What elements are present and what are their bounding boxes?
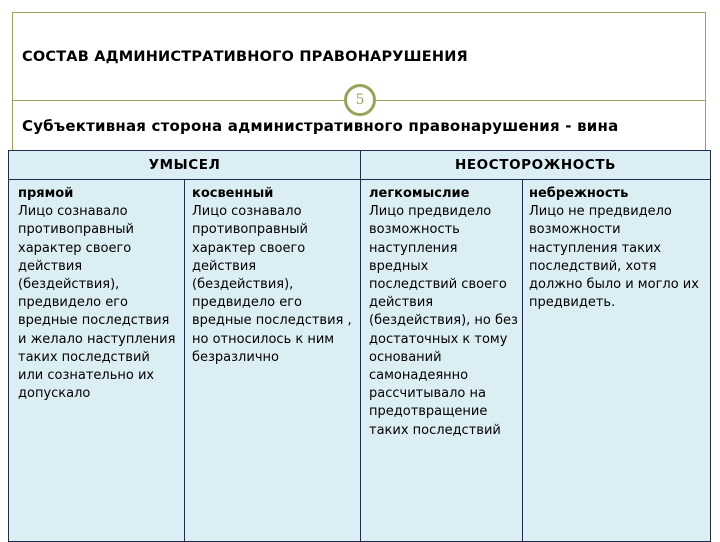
cell-kind-label: легкомыслие bbox=[369, 186, 470, 201]
page-number-badge: 5 bbox=[344, 84, 376, 116]
cell-kind-label: косвенный bbox=[192, 186, 274, 201]
cell-description: Лицо сознавало противоправный характер своего действия (бездействия), предвидело его вредные последствия и желало наступления таких последствий или сознательно их допускало bbox=[18, 204, 176, 402]
column-divider-intent bbox=[184, 179, 185, 541]
cell-carelessness bbox=[529, 185, 707, 312]
cell-description: Лицо не предвидело возможности наступления таких последствий, хотя должно было и могло их предвидеть. bbox=[529, 204, 699, 311]
cell-direct-intent bbox=[18, 185, 178, 403]
slide-subtitle: Субъективная сторона административного правонарушения - вина bbox=[22, 117, 619, 135]
cell-description: Лицо сознавало противоправный характер своего действия (бездействия), предвидело его вредные последствия , но относилось к ним безразлично bbox=[192, 204, 352, 365]
header-intent: УМЫСЕЛ bbox=[148, 157, 221, 173]
slide-title: СОСТАВ АДМИНИСТРАТИВНОГО ПРАВОНАРУШЕНИЯ bbox=[22, 49, 468, 65]
column-divider-main bbox=[360, 151, 361, 541]
guilt-forms-table bbox=[8, 150, 711, 542]
cell-description: Лицо предвидело возможность наступления вредных последствий своего действия (бездействия), но без достаточных к тому оснований самонадеянно рассчитывало на предотвращение таких последствий bbox=[369, 204, 518, 438]
cell-kind-label: прямой bbox=[18, 186, 74, 201]
cell-frivolity bbox=[369, 185, 519, 440]
cell-kind-label: небрежность bbox=[529, 186, 629, 201]
header-negligence: НЕОСТОРОЖНОСТЬ bbox=[454, 157, 617, 173]
column-divider-negligence bbox=[522, 179, 523, 541]
cell-indirect-intent bbox=[192, 185, 354, 367]
